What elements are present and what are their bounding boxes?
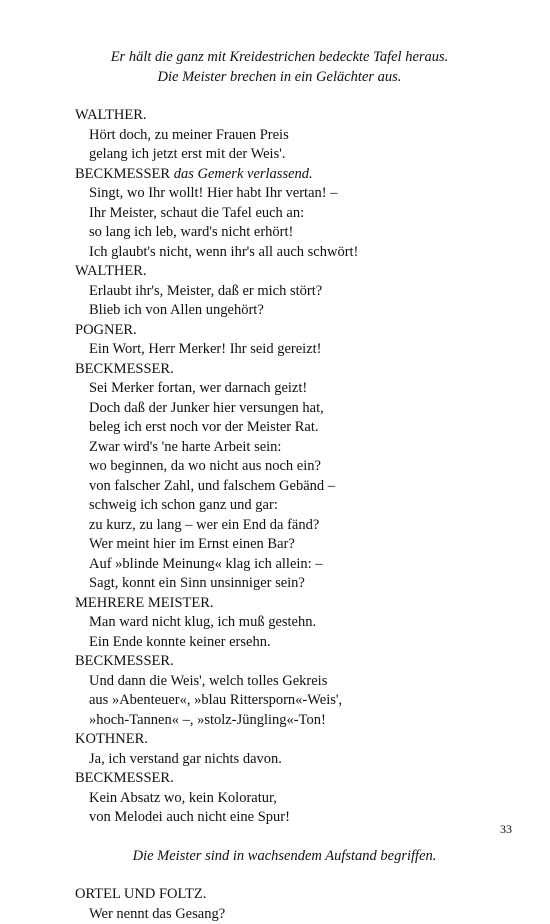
- verse-line: von falscher Zahl, und falschem Gebänd –: [75, 477, 484, 497]
- speaker-name: [75, 106, 484, 126]
- verse-line: Sei Merker fortan, wer darnach geizt!: [75, 379, 484, 399]
- speaker-name: [75, 769, 484, 789]
- verse-line: Wer nennt das Gesang?: [75, 905, 484, 924]
- verse-line: gelang ich jetzt erst mit der Weis'.: [75, 145, 484, 165]
- speaker-name: [75, 730, 484, 750]
- verse-line: zu kurz, zu lang – wer ein End da fänd?: [75, 516, 484, 536]
- verse-line: Man ward nicht klug, ich muß gestehn.: [75, 613, 484, 633]
- verse-line: Ein Wort, Herr Merker! Ihr seid gereizt!: [75, 340, 484, 360]
- verse-line: schweig ich schon ganz und gar:: [75, 496, 484, 516]
- verse-line: Erlaubt ihr's, Meister, daß er mich stört?: [75, 282, 484, 302]
- script-main: [75, 106, 484, 828]
- speaker-direction: das Gemerk verlassend.: [174, 166, 313, 182]
- verse-line: Ich glaubt's nicht, wenn ihr's all auch schwört!: [75, 243, 484, 263]
- verse-line: aus »Abenteuer«, »blau Rittersporn«-Weis',: [75, 691, 484, 711]
- verse-line: Wer meint hier im Ernst einen Bar?: [75, 535, 484, 555]
- speaker-label: BECKMESSER.: [75, 361, 174, 377]
- speaker-name: [75, 321, 484, 341]
- verse-line: Blieb ich von Allen ungehört?: [75, 301, 484, 321]
- verse-line: Kein Absatz wo, kein Koloratur,: [75, 789, 484, 809]
- verse-line: Sagt, konnt ein Sinn unsinniger sein?: [75, 574, 484, 594]
- speaker-name: [75, 885, 484, 905]
- speaker-name: [75, 262, 484, 282]
- speaker-label: BECKMESSER: [75, 166, 170, 182]
- verse-line: Doch daß der Junker hier versungen hat,: [75, 399, 484, 419]
- verse-line: Hört doch, zu meiner Frauen Preis: [75, 126, 484, 146]
- speaker-label: BECKMESSER.: [75, 653, 174, 669]
- speaker-name: [75, 360, 484, 380]
- script-closing: [75, 885, 484, 924]
- stage-direction-middle: Die Meister sind in wachsendem Aufstand begriffen.: [75, 847, 484, 867]
- page-number: 33: [500, 822, 512, 837]
- verse-line: Ihr Meister, schaut die Tafel euch an:: [75, 204, 484, 224]
- speaker-label: WALTHER.: [75, 263, 147, 279]
- speaker-label: MEHRERE MEISTER.: [75, 595, 214, 611]
- speaker-label: BECKMESSER.: [75, 770, 174, 786]
- speaker-name: [75, 165, 484, 185]
- verse-line: Zwar wird's 'ne harte Arbeit sein:: [75, 438, 484, 458]
- verse-line: beleg ich erst noch vor der Meister Rat.: [75, 418, 484, 438]
- verse-line: Und dann die Weis', welch tolles Gekreis: [75, 672, 484, 692]
- verse-line: so lang ich leb, ward's nicht erhört!: [75, 223, 484, 243]
- verse-line: wo beginnen, da wo nicht aus noch ein?: [75, 457, 484, 477]
- speaker-name: [75, 594, 484, 614]
- verse-line: von Melodei auch nicht eine Spur!: [75, 808, 484, 828]
- verse-line: Singt, wo Ihr wollt! Hier habt Ihr vertan! –: [75, 184, 484, 204]
- stage-direction-line: Die Meister brechen in ein Gelächter aus.: [75, 68, 484, 88]
- verse-line: »hoch-Tannen« –, »stolz-Jüngling«-Ton!: [75, 711, 484, 731]
- stage-direction-line: Er hält die ganz mit Kreidestrichen bedeckte Tafel heraus.: [75, 48, 484, 68]
- page-text: [75, 48, 484, 924]
- speaker-label: KOTHNER.: [75, 731, 148, 747]
- speaker-label: POGNER.: [75, 322, 137, 338]
- speaker-label: WALTHER.: [75, 107, 147, 123]
- verse-line: Ja, ich verstand gar nichts davon.: [75, 750, 484, 770]
- speaker-name: [75, 652, 484, 672]
- stage-direction-opening: [75, 48, 484, 87]
- speaker-label: ORTEL UND FOLTZ.: [75, 886, 206, 902]
- verse-line: Ein Ende konnte keiner ersehn.: [75, 633, 484, 653]
- verse-line: Auf »blinde Meinung« klag ich allein: –: [75, 555, 484, 575]
